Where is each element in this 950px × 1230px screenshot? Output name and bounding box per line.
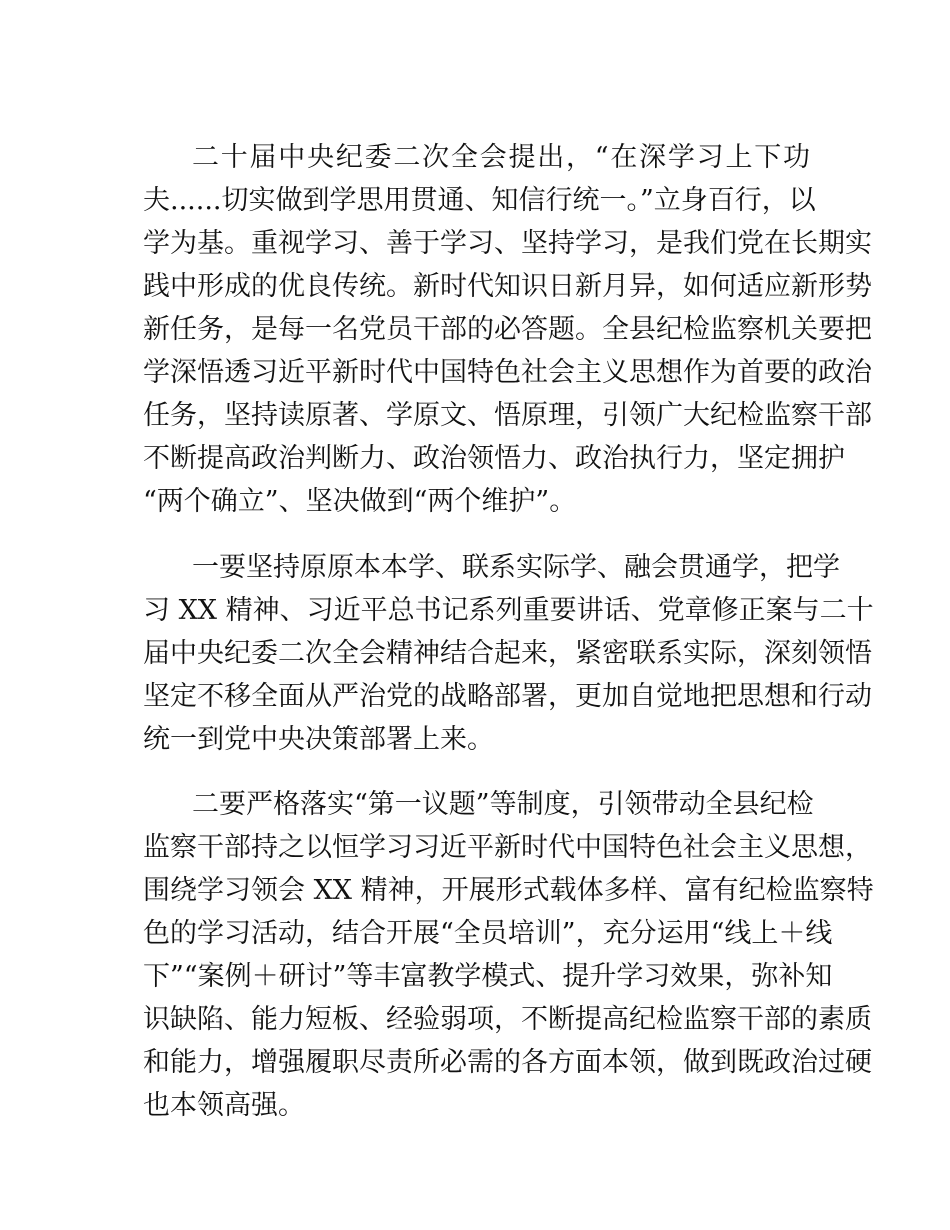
text-line: 新任务，是每一名党员干部的必答题。全县纪检监察机关要把 [143,314,872,345]
text-line: 二十届中央纪委二次全会提出，“在深学习上下功 [192,142,810,173]
text-line: 下”“案例＋研讨”等丰富教学模式、提升学习效果，弥补知 [143,961,833,992]
text-line: 一要坚持原原本本学、联系实际学、融会贯通学，把学 [192,552,840,583]
text-line: 任务，坚持读原著、学原文、悟原理，引领广大纪检监察干部 [143,400,872,431]
text-line: 践中形成的优良传统。新时代知识日新月异，如何适应新形势 [143,271,872,302]
text-line: 夫......切实做到学思用贯通、知信行统一。”立身百行，以 [143,185,816,216]
text-line: 学为基。重视学习、善于学习、坚持学习，是我们党在长期实 [143,228,872,259]
text-line: 色的学习活动，结合开展“全员培训”，充分运用“线上＋线 [143,918,833,949]
text-line: “两个确立”、坚决做到“两个维护”。 [143,486,577,517]
text-line: 坚定不移全面从严治党的战略部署，更加自觉地把思想和行动 [143,681,872,712]
text-line: 围绕学习领会 XX 精神，开展形式载体多样、富有纪检监察特 [143,875,874,906]
text-line: 也本领高强。 [143,1090,305,1121]
text-line: 习 XX 精神、习近平总书记系列重要讲话、党章修正案与二十 [143,595,874,626]
text-line: 统一到党中央决策部署上来。 [143,724,494,755]
text-line: 识缺陷、能力短板、经验弱项，不断提高纪检监察干部的素质 [143,1004,872,1035]
text-line: 届中央纪委二次全会精神结合起来，紧密联系实际，深刻领悟 [143,638,872,669]
text-line: 不断提高政治判断力、政治领悟力、政治执行力，坚定拥护 [143,443,845,474]
text-line: 学深悟透习近平新时代中国特色社会主义思想作为首要的政治 [143,357,872,388]
text-line: 和能力，增强履职尽责所必需的各方面本领，做到既政治过硬 [143,1047,872,1078]
text-line: 监察干部持之以恒学习习近平新时代中国特色社会主义思想， [143,832,872,863]
text-line: 二要严格落实“第一议题”等制度，引领带动全县纪检 [192,789,814,820]
